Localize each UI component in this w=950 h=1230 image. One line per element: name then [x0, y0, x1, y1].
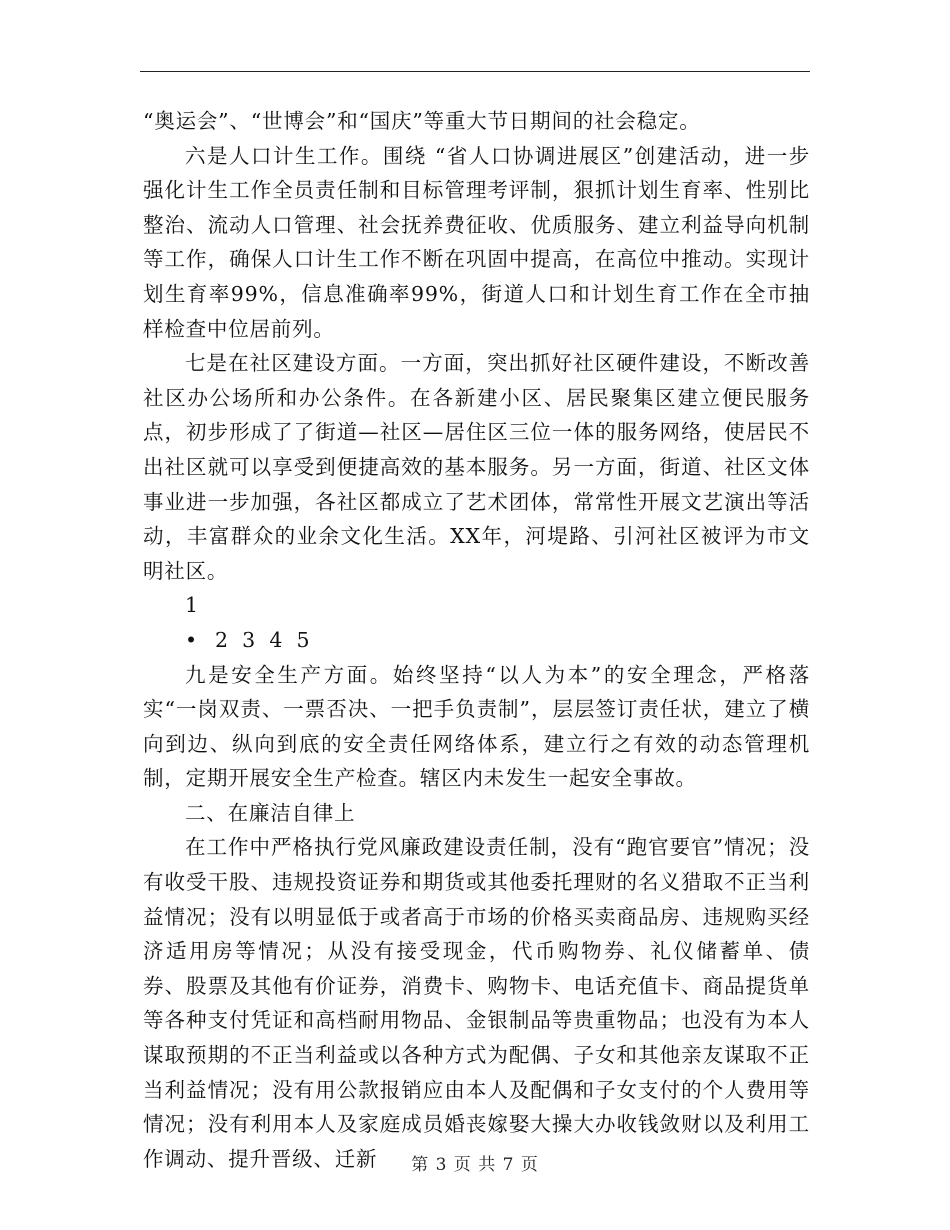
pager-current-label: 1: [185, 593, 199, 618]
paragraph-safety-production: 九是安全生产方面。始终坚持“以人为本”的安全理念，严格落实“一岗双责、一票否决、一把手负责制”，层层签订责任状，建立了横向到边、纵向到底的安全责任网络体系，建立行之有效的动态管理机制，定期开展安全生产检查。辖区内未发生一起安全事故。: [143, 662, 810, 791]
paragraph-continuation: “奥运会”、“世博会”和“国庆”等重大节日期间的社会稳定。: [143, 109, 701, 133]
pager-bullet: •: [185, 627, 198, 652]
section-heading-integrity: 二、在廉洁自律上: [185, 800, 356, 825]
paragraph-community-building: 七是在社区建设方面。一方面，突出抓好社区硬件建设，不断改善社区办公场所和办公条件。在各新建小区、居民聚集区建立便民服务点，初步形成了了街道—社区—居住区三位一体的服务网络，使居民不出社区就可以享受到便捷高效的基本服务。另一方面，街道、社区文体事业进一步加强，各社区都成立了艺术团体，常常性开展文艺演出等活动，丰富群众的业余文化生活。XX年，河堤路、引河社区被评为市文明社区。: [143, 351, 810, 583]
header-rule: [140, 71, 810, 72]
document-body: [143, 104, 832, 1176]
pager-current-page[interactable]: [143, 588, 810, 623]
page-footer: 第 3 页 共 7 页: [411, 1155, 539, 1175]
paragraph-integrity-details: 在工作中严格执行党风廉政建设责任制，没有“跑官要官”情况；没有收受干股、违规投资证券和期货或其他委托理财的名义猎取不正当利益情况；没有以明显低于或者高于市场的价格买卖商品房、违规购买经济适用房等情况；从没有接受现金，代币购物券、礼仪储蓄单、债 券、股票及其他有价证券，消费卡、购物卡、电话充值卡、商品提货单等各种支付凭证和高档耐用物品、金银制品等贵重物品；也没有为本人谋取预期的不正当利益或以各种方式为配偶、子女和其他亲友谋取不正当利益情况；没有用公款报销应由本人及配偶和子女支付的个人费用等情况；没有利用本人及家庭成员婚丧嫁娶大操大办收钱敛财以及利用工作调动、提升晋级、迁新: [143, 835, 832, 1171]
pager-other-pages[interactable]: [143, 623, 810, 658]
paragraph-population-planning: 六是人口计生工作。围绕 “省人口协调进展区”创建活动，进一步强化计生工作全员责任制和目标管理考评制，狠抓计划生育率、性别比整治、流动人口管理、社会抚养费征收、优质服务、建立利益导向机制等工作，确保人口计生工作不断在巩固中提高，在高位中推动。实现计划生育率99%，信息准确率99%，街道人口和计划生育工作在全市抽样检查中位居前列。: [143, 143, 810, 341]
pager-page-links[interactable]: 2 3 4 5: [215, 627, 311, 652]
